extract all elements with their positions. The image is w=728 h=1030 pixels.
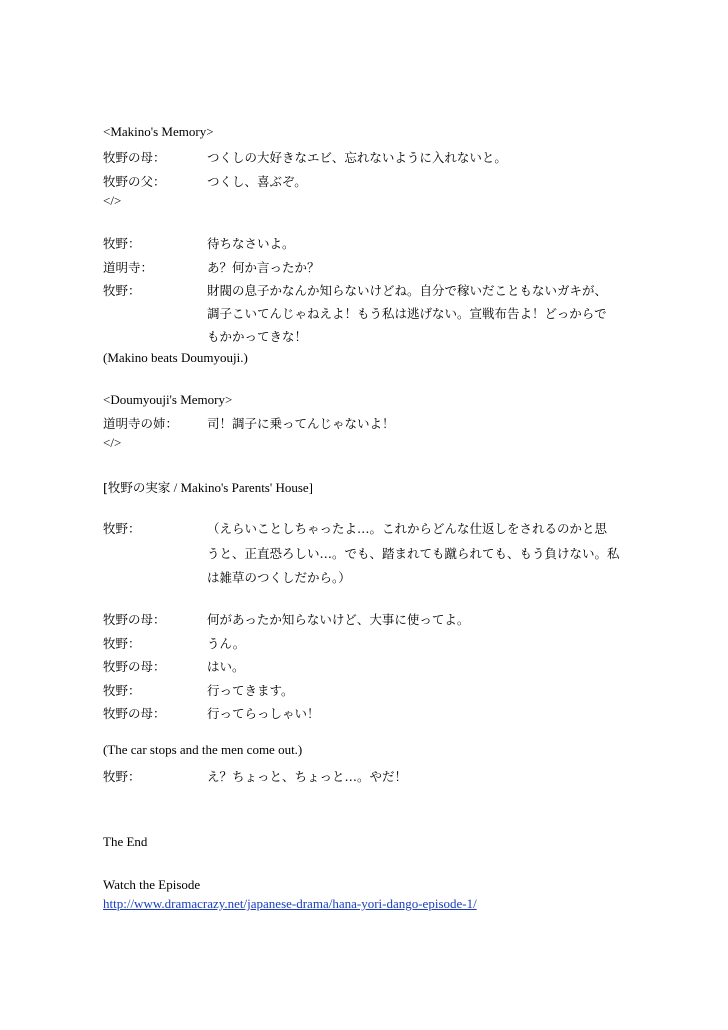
memory-close-tag: </> bbox=[103, 193, 122, 208]
dialogue-continuation: もかかってきな！ bbox=[207, 329, 308, 344]
speaker: 牧野： bbox=[103, 283, 141, 298]
episode-link-row bbox=[103, 896, 477, 912]
speaker: 牧野の母： bbox=[103, 706, 166, 721]
speaker: 牧野： bbox=[103, 769, 141, 784]
memory-close-tag: </> bbox=[103, 435, 122, 450]
stage-direction: (The car stops and the men come out.) bbox=[103, 742, 303, 757]
speaker: 牧野： bbox=[103, 236, 141, 251]
dialogue-text: 財閥の息子かなんか知らないけどね。自分で稼いだこともないガキが、 bbox=[207, 283, 608, 298]
location-en: / Makino's Parents' House] bbox=[170, 480, 314, 495]
speaker: 道明寺： bbox=[103, 260, 154, 275]
speaker: 牧野： bbox=[103, 521, 141, 536]
dialogue-text: え？ちょっと、ちょっと…。やだ！ bbox=[207, 769, 408, 784]
memory-open-tag: <Makino's Memory> bbox=[103, 124, 214, 139]
stage-direction: (Makino beats Doumyouji.) bbox=[103, 350, 248, 365]
memory-open-tag: <Doumyouji's Memory> bbox=[103, 392, 233, 407]
speaker: 牧野の母： bbox=[103, 150, 166, 165]
speaker: 牧野の父： bbox=[103, 174, 166, 189]
dialogue-text: 行ってらっしゃい！ bbox=[207, 706, 320, 721]
dialogue-text: 行ってきます。 bbox=[207, 683, 294, 698]
speaker: 牧野： bbox=[103, 636, 141, 651]
dialogue-text: はい。 bbox=[207, 659, 245, 674]
episode-link[interactable]: http://www.dramacrazy.net/japanese-drama/hana-yori-dango-episode-1/ bbox=[103, 896, 477, 911]
dialogue-text: 待ちなさいよ。 bbox=[207, 236, 295, 251]
dialogue-continuation: うと、正直恐ろしい…。でも、踏まれても蹴られても、もう負けない。私 bbox=[207, 546, 620, 561]
dialogue-text: あ？何か言ったか？ bbox=[207, 260, 320, 275]
location-heading bbox=[103, 480, 313, 496]
dialogue-text: 司！調子に乗ってんじゃないよ！ bbox=[207, 416, 395, 431]
watch-label: Watch the Episode bbox=[103, 877, 201, 892]
location-jp: [牧野の実家 bbox=[103, 480, 171, 495]
dialogue-continuation: 調子こいてんじゃねえよ！もう私は逃げない。宣戦布告よ！どっからで bbox=[207, 306, 607, 321]
dialogue-continuation: は雑草のつくしだから。） bbox=[207, 570, 351, 585]
dialogue-text: （えらいことしちゃったよ…。これからどんな仕返しをされるのかと思 bbox=[207, 521, 608, 536]
speaker: 牧野の母： bbox=[103, 659, 166, 674]
dialogue-text: つくしの大好きなエビ、忘れないように入れないと。 bbox=[207, 150, 507, 165]
dialogue-text: つくし、喜ぶぞ。 bbox=[207, 174, 307, 189]
speaker: 牧野の母： bbox=[103, 612, 166, 627]
dialogue-text: うん。 bbox=[207, 636, 246, 651]
speaker: 牧野： bbox=[103, 683, 141, 698]
the-end-label: The End bbox=[103, 834, 148, 849]
speaker: 道明寺の姉： bbox=[103, 416, 179, 431]
dialogue-text: 何があったか知らないけど、大事に使ってよ。 bbox=[207, 612, 470, 627]
